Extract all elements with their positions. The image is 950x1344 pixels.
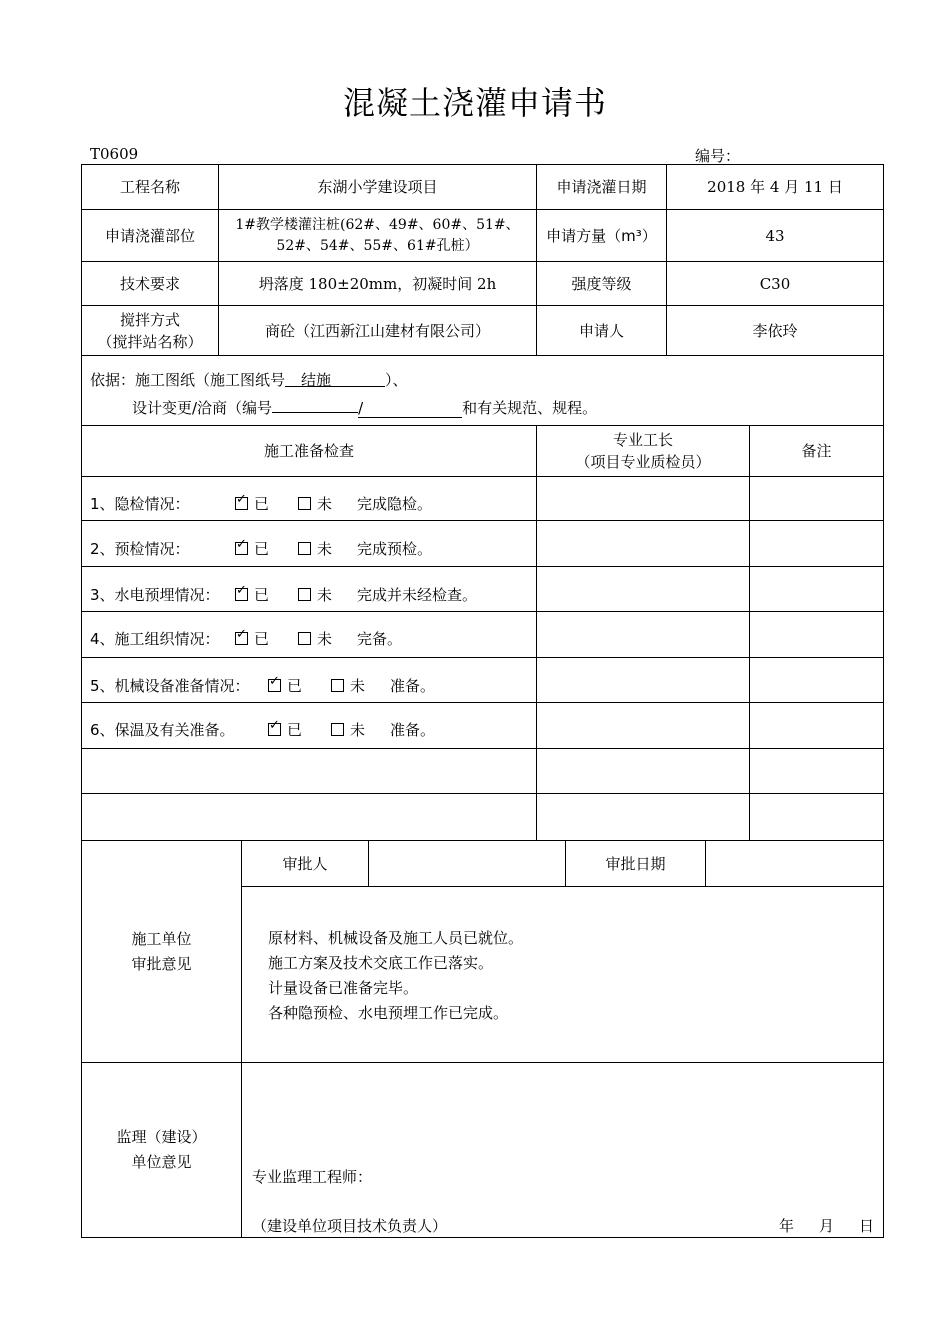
check-row-5 (90, 675, 435, 696)
pour-part-label: 申请浇灌部位 (104, 226, 195, 245)
applicant-value: 李依玲 (752, 321, 798, 340)
checkbox-yes[interactable] (268, 679, 281, 692)
opinion-line: 原材料、机械设备及施工人员已就位。 (268, 929, 524, 947)
opinion-line: 施工方案及技术交底工作已落实。 (268, 954, 494, 972)
pour-part-line2: 52#、54#、55#、61#孔桩） (276, 237, 479, 254)
checkbox-yes[interactable] (235, 588, 248, 601)
check-yes-label: 已 (254, 540, 270, 558)
check-yes-label: 已 (254, 630, 270, 648)
check-no-label: 未 (350, 721, 366, 739)
checkbox-yes[interactable] (268, 723, 281, 736)
date-year: 年 (779, 1217, 795, 1235)
checkbox-no[interactable] (298, 497, 311, 510)
form-code: T0609 (90, 145, 139, 163)
pour-part-line1: 1#教学楼灌注桩(62#、49#、60#、51#、 (235, 216, 520, 233)
check-label: 1、隐检情况： (90, 495, 190, 513)
construction-unit-label (82, 841, 241, 1062)
mixing-label-line2: （搅拌站名称） (97, 332, 203, 351)
pour-part-value (219, 210, 536, 261)
tech-requirement-label: 技术要求 (119, 274, 180, 293)
basis-line1-prefix: 依据：施工图纸（施工图纸号 (90, 371, 286, 389)
date-month: 月 (819, 1217, 835, 1235)
check-yes-label: 已 (287, 677, 303, 695)
mixing-label-line1: 搅拌方式 (119, 310, 180, 329)
construction-label-line1: 施工单位 (131, 929, 192, 948)
serial-number-label: 编号： (695, 147, 741, 165)
approve-date-label: 审批日期 (605, 854, 666, 873)
check-no-label: 未 (317, 630, 333, 648)
checkbox-yes[interactable] (235, 497, 248, 510)
mixing-value: 商砼（江西新江山建材有限公司） (264, 321, 490, 340)
check-header-remarks: 备注 (801, 442, 832, 460)
date-day: 日 (859, 1217, 875, 1235)
check-result: 完成并未经检查。 (357, 586, 478, 604)
construction-opinion (268, 926, 523, 1026)
check-row-6 (90, 719, 435, 740)
owner-tech-lead-label: （建设单位项目技术负责人） (252, 1217, 448, 1235)
check-header-foreman (537, 426, 749, 476)
check-result: 准备。 (390, 721, 436, 739)
volume-value: 43 (765, 226, 785, 245)
checkbox-no[interactable] (298, 588, 311, 601)
mixing-label (82, 306, 218, 355)
pour-date-label: 申请浇灌日期 (556, 178, 647, 196)
check-row-4 (90, 628, 402, 649)
checkbox-yes[interactable] (235, 542, 248, 555)
check-result: 准备。 (390, 677, 436, 695)
applicant-label: 申请人 (578, 321, 624, 340)
opinion-line: 计量设备已准备完毕。 (268, 979, 419, 997)
basis-line1-suffix: ）、 (385, 371, 408, 389)
check-label: 3、水电预埋情况： (90, 586, 220, 604)
supervision-unit-label (82, 1063, 241, 1237)
checkbox-no[interactable] (331, 679, 344, 692)
check-no-label: 未 (317, 540, 333, 558)
approve-date-field[interactable] (706, 841, 883, 886)
foreman-subtitle: （项目专业质检员） (575, 453, 711, 471)
check-yes-label: 已 (254, 586, 270, 604)
check-row-3 (90, 584, 477, 605)
check-label: 6、保温及有关准备。 (90, 721, 235, 739)
strength-grade-value: C30 (759, 274, 791, 293)
check-yes-label: 已 (254, 495, 270, 513)
checkbox-no[interactable] (331, 723, 344, 736)
foreman-title: 专业工长 (612, 431, 673, 449)
basis-line1 (90, 369, 408, 390)
supervision-engineer-label: 专业监理工程师： (252, 1168, 373, 1186)
basis-line2-prefix: 设计变更/洽商（编号 (132, 399, 273, 417)
basis-line2 (132, 394, 597, 418)
checkbox-no[interactable] (298, 542, 311, 555)
pour-date-value: 2018 年 4 月 11 日 (707, 178, 843, 196)
check-result: 完备。 (357, 630, 403, 648)
check-header-preparation: 施工准备检查 (263, 442, 354, 460)
approver-field[interactable] (369, 841, 565, 886)
check-row-2 (90, 538, 432, 559)
strength-grade-label: 强度等级 (571, 274, 632, 293)
check-no-label: 未 (317, 495, 333, 513)
change-number-slash: / (358, 399, 462, 418)
check-yes-label: 已 (287, 721, 303, 739)
check-label: 4、施工组织情况： (90, 630, 220, 648)
check-result: 完成预检。 (357, 540, 433, 558)
check-row-1 (90, 493, 432, 514)
project-name-label: 工程名称 (119, 178, 180, 196)
check-label: 2、预检情况： (90, 540, 190, 558)
check-no-label: 未 (317, 586, 333, 604)
checkbox-no[interactable] (298, 632, 311, 645)
approver-label: 审批人 (282, 854, 328, 873)
opinion-line: 各种隐预检、水电预埋工作已完成。 (268, 1004, 509, 1022)
page-title: 混凝土浇灌申请书 (342, 84, 607, 122)
check-no-label: 未 (350, 677, 366, 695)
basis-line2-suffix: 和有关规范、规程。 (462, 399, 598, 417)
tech-requirement-value: 坍落度 180±20mm，初凝时间 2h (258, 274, 497, 293)
check-result: 完成隐检。 (357, 495, 433, 513)
checkbox-yes[interactable] (235, 632, 248, 645)
supervision-label-line1: 监理（建设） (116, 1128, 207, 1146)
drawing-number: 结施 (285, 369, 385, 387)
volume-label: 申请方量（m³） (546, 226, 657, 245)
supervision-label-line2: 单位意见 (131, 1153, 192, 1171)
project-name-value: 东湖小学建设项目 (317, 178, 438, 196)
construction-label-line2: 审批意见 (131, 954, 192, 973)
check-label: 5、机械设备准备情况： (90, 677, 250, 695)
